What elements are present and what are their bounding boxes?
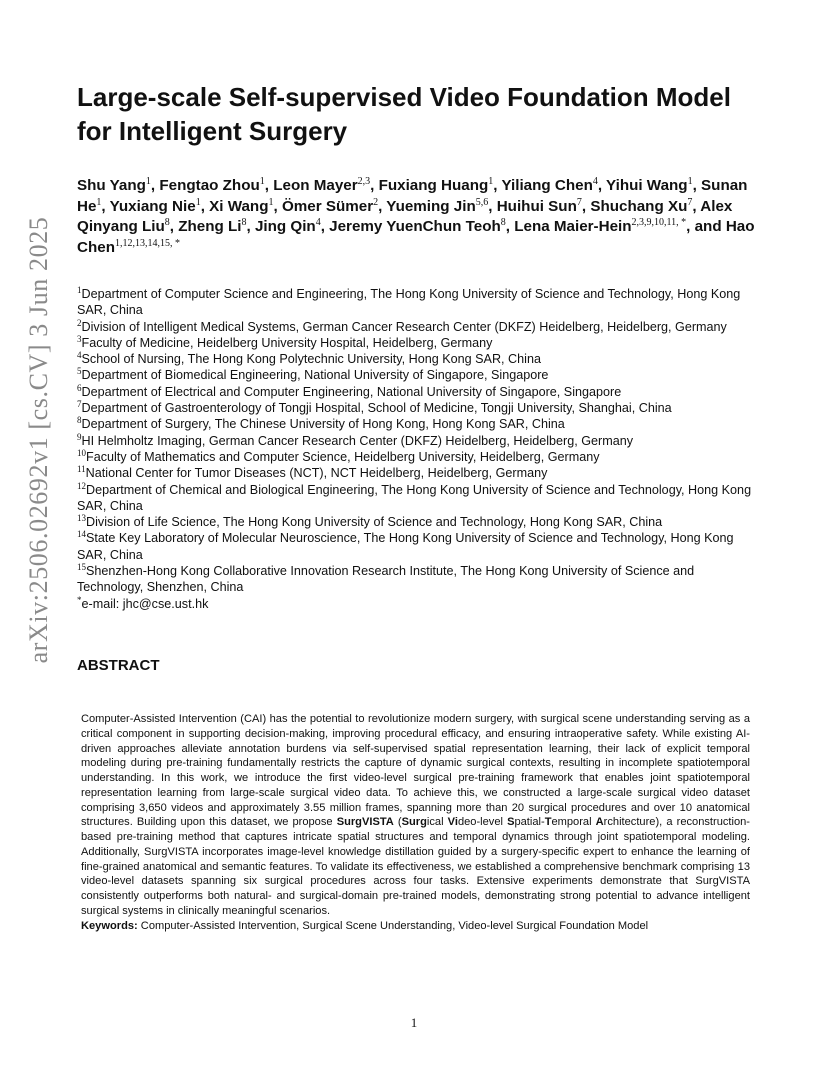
- author-affiliation-mark: 1,12,13,14,15, *: [114, 237, 180, 249]
- author-separator: ,: [692, 197, 701, 215]
- author-name: Lena Maier-Hein: [514, 218, 632, 235]
- author-affiliation-mark: 1: [259, 175, 265, 187]
- affiliation-line: [77, 530, 757, 563]
- acronym-letter: Surg: [401, 816, 427, 829]
- author-affiliation-mark: 2,3,9,10,11, *: [631, 216, 687, 228]
- affiliation-line: [77, 367, 757, 383]
- affiliation-list: [77, 286, 757, 612]
- affiliation-text: e-mail: jhc@cse.ust.hk: [81, 596, 209, 611]
- affiliation-mark: 7: [77, 398, 82, 409]
- affiliation-mark: 3: [77, 333, 82, 344]
- affiliation-mark: 4: [77, 350, 82, 360]
- keywords-text: Computer-Assisted Intervention, Surgical Scene Understanding, Video-level Surgical Foundation Model: [137, 919, 649, 932]
- affiliation-line: [77, 416, 757, 432]
- author-affiliation-mark: 1: [488, 175, 494, 187]
- author-separator: ,: [581, 197, 591, 215]
- affiliation-mark: 6: [77, 382, 82, 393]
- author-separator: ,: [378, 197, 387, 215]
- author-affiliation-mark: 8: [500, 216, 506, 228]
- author-name: Ömer Sümer: [281, 197, 374, 215]
- author-name: Jing Qin: [254, 218, 316, 235]
- affiliation-mark: 11: [77, 464, 86, 475]
- acronym-rest: deo-level: [457, 816, 508, 829]
- author-name: Yueming Jin: [386, 197, 476, 215]
- author-affiliation-mark: 8: [241, 216, 247, 228]
- author-affiliation-mark: 8: [164, 216, 170, 228]
- author-separator: , and: [686, 218, 726, 235]
- author-affiliation-mark: 1: [96, 196, 102, 208]
- author-name: Sunan He: [77, 177, 748, 215]
- author-separator: ,: [169, 218, 179, 235]
- affiliation-mark: 2: [77, 317, 82, 328]
- author-separator: ,: [370, 177, 379, 194]
- affiliation-line: [77, 384, 757, 400]
- affiliation-text: Department of Electrical and Computer Engineering, National University of Singapore, Singapore: [81, 384, 622, 399]
- affiliation-text: Division of Intelligent Medical Systems, German Cancer Research Center (DKFZ) Heidelberg, Heidelberg, Germany: [81, 319, 727, 334]
- affiliation-mark: 10: [77, 447, 86, 458]
- affiliation-mark: 15: [77, 561, 86, 572]
- affiliation-mark: 13: [77, 512, 86, 523]
- author-name: Zheng Li: [178, 218, 242, 235]
- author-separator: ,: [150, 177, 160, 194]
- affiliation-text: Department of Computer Science and Engineering, The Hong Kong University of Science and Technology, Hong Kong SAR, China: [77, 287, 741, 318]
- affiliation-mark: 1: [77, 284, 82, 295]
- author-affiliation-mark: 4: [315, 216, 321, 228]
- author-affiliation-mark: 7: [687, 196, 693, 208]
- affiliation-mark: 8: [77, 415, 82, 426]
- author-name: Jeremy YuenChun Teoh: [329, 218, 501, 235]
- author-name: Shu Yang: [77, 177, 146, 194]
- affiliation-line: [77, 335, 757, 351]
- affiliation-line: [77, 596, 757, 612]
- author-separator: ,: [597, 177, 607, 194]
- author-separator: ,: [505, 218, 515, 235]
- author-affiliation-mark: 2: [373, 196, 379, 208]
- author-list: [77, 176, 757, 258]
- affiliation-line: [77, 351, 757, 367]
- affiliation-text: Faculty of Medicine, Heidelberg University Hospital, Heidelberg, Germany: [81, 335, 493, 350]
- arxiv-stamp: arXiv:2506.02692v1 [cs.CV] 3 Jun 2025: [24, 216, 53, 664]
- author-separator: ,: [493, 177, 502, 194]
- author-separator: ,: [320, 218, 330, 235]
- affiliation-text: HI Helmholtz Imaging, German Cancer Research Center (DKFZ) Heidelberg, Heidelberg, Germany: [81, 433, 634, 448]
- author-separator: ,: [488, 197, 497, 215]
- affiliation-text: Shenzhen-Hong Kong Collaborative Innovation Research Institute, The Hong Kong University of Science and Technology, Shenzhen, China: [77, 564, 695, 595]
- author-separator: ,: [200, 197, 210, 215]
- author-name: Fuxiang Huang: [378, 177, 489, 194]
- author-affiliation-mark: 4: [592, 175, 598, 187]
- affiliation-text: Faculty of Mathematics and Computer Science, Heidelberg University, Heidelberg, Germany: [86, 449, 600, 464]
- author-separator: ,: [246, 218, 255, 235]
- affiliation-line: [77, 400, 757, 416]
- abstract-open-paren: (: [393, 816, 402, 829]
- author-separator: ,: [101, 197, 110, 215]
- author-affiliation-mark: 1: [195, 196, 201, 208]
- author-separator: ,: [273, 197, 282, 215]
- affiliation-line: [77, 449, 757, 465]
- affiliation-text: Division of Life Science, The Hong Kong University of Science and Technology, Hong Kong SAR, China: [86, 515, 663, 530]
- affiliation-line: [77, 433, 757, 449]
- author-affiliation-mark: 1: [687, 175, 693, 187]
- affiliation-mark: 5: [77, 366, 82, 377]
- keywords-line: [81, 919, 750, 934]
- author-affiliation-mark: 7: [576, 196, 582, 208]
- affiliation-text: National Center for Tumor Diseases (NCT), NCT Heidelberg, Heidelberg, Germany: [85, 466, 548, 481]
- affiliation-text: Department of Gastroenterology of Tongji Hospital, School of Medicine, Tongji University, Shanghai, China: [81, 401, 672, 416]
- affiliation-line: [77, 514, 757, 530]
- model-name: SurgVISTA: [336, 816, 394, 829]
- affiliation-mark: *: [77, 594, 82, 605]
- acronym-rest: patial-: [514, 816, 545, 829]
- acronym-letter: S: [507, 816, 515, 829]
- title-line-2: for Intelligent Surgery: [77, 116, 348, 146]
- author-name: Fengtao Zhou: [159, 177, 260, 194]
- page-number: 1: [410, 1015, 418, 1030]
- acronym-letter: A: [595, 816, 604, 829]
- author-affiliation-mark: 1: [145, 175, 151, 187]
- author-name: Leon Mayer: [273, 177, 358, 194]
- affiliation-text: Department of Surgery, The Chinese University of Hong Kong, Hong Kong SAR, China: [81, 417, 565, 432]
- author-name: Yihui Wang: [606, 177, 688, 194]
- abstract-text-part1: Computer-Assisted Intervention (CAI) has the potential to revolutionize modern surgery, with surgical scene understanding serving as a critical component in supporting decision-making, improving procedural efficacy, and ensuring intraoperative safety. While existing AI-driven approaches alleviate annotation burdens via self-supervised spatial representation learning, their lack of explicit temporal modeling during pre-training fundamentally restricts the capture of dynamic surgical contexts, resulting in incomplete spatiotemporal understanding. In this work, we introduce the first video-level surgical pre-training framework that enables joint spatiotemporal representation learning from large-scale surgical video data. To achieve this, we constructed a large-scale surgical video dataset comprising 3,650 videos and approximately 3.55 million frames, spanning more than 20 surgical procedures and over 10 anatomical structures. Building upon this dataset, we propose: [81, 713, 750, 829]
- affiliation-line: [77, 319, 757, 335]
- author-name: Yiliang Chen: [501, 177, 593, 194]
- affiliation-text: School of Nursing, The Hong Kong Polytechnic University, Hong Kong SAR, China: [81, 352, 541, 367]
- author-name: Shuchang Xu: [590, 197, 688, 215]
- affiliation-line: [77, 465, 757, 481]
- author-affiliation-mark: 1: [268, 196, 274, 208]
- acronym-rest: ical: [426, 816, 448, 829]
- affiliation-text: State Key Laboratory of Molecular Neuroscience, The Hong Kong University of Science and Technology, Hong Kong SAR, China: [77, 531, 734, 562]
- author-name: Xi Wang: [209, 197, 269, 215]
- author-name: Hao Chen: [77, 218, 755, 256]
- abstract-body: [81, 712, 750, 933]
- title-line-1: Large-scale Self-supervised Video Foundation Model: [77, 82, 731, 112]
- affiliation-mark: 12: [77, 480, 86, 491]
- abstract-heading: ABSTRACT: [77, 656, 160, 674]
- author-separator: ,: [264, 177, 274, 194]
- affiliation-mark: 9: [77, 431, 82, 442]
- author-affiliation-mark: 5,6: [475, 196, 489, 208]
- author-affiliation-mark: 2,3: [357, 175, 371, 187]
- model-acronym-expansion: [402, 816, 656, 828]
- abstract-text-part2: ), a reconstruction-based pre-training method that captures intricate spatial structures and temporal dynamics through joint spatiotemporal modeling. Additionally, SurgVISTA incorporates image-level knowledge distillation guided by a surgery-specific expert to enhance the learning of fine-grained anatomical and semantic features. To validate its effectiveness, we established a comprehensive benchmark comprising 13 video-level datasets spanning six surgical procedures across four tasks. Extensive experiments demonstrate that SurgVISTA consistently outperforms both natural- and surgical-domain pre-trained models, demonstrating strong potential to advance intelligent surgical systems in clinically meaningful scenarios.: [81, 816, 750, 917]
- affiliation-line: [77, 563, 757, 596]
- affiliation-line: [77, 286, 757, 319]
- author-name: Huihui Sun: [496, 197, 577, 215]
- paper-title: [77, 80, 757, 148]
- affiliation-text: Department of Chemical and Biological Engineering, The Hong Kong University of Science and Technology, Hong Kong SAR, China: [77, 482, 752, 513]
- author-separator: ,: [692, 177, 702, 194]
- acronym-rest: rchitecture: [603, 816, 656, 829]
- acronym-letter: Vi: [447, 816, 458, 829]
- acronym-letter: T: [544, 816, 552, 829]
- affiliation-line: [77, 482, 757, 515]
- paper-header: [77, 80, 757, 674]
- affiliation-mark: 14: [77, 529, 86, 540]
- keywords-label: Keywords:: [81, 919, 138, 932]
- arxiv-sidebar: [14, 110, 64, 770]
- author-name: Alex Qinyang Liu: [77, 197, 733, 235]
- acronym-rest: emporal: [551, 816, 596, 829]
- affiliation-text: Department of Biomedical Engineering, National University of Singapore, Singapore: [81, 368, 549, 383]
- author-name: Yuxiang Nie: [109, 197, 196, 215]
